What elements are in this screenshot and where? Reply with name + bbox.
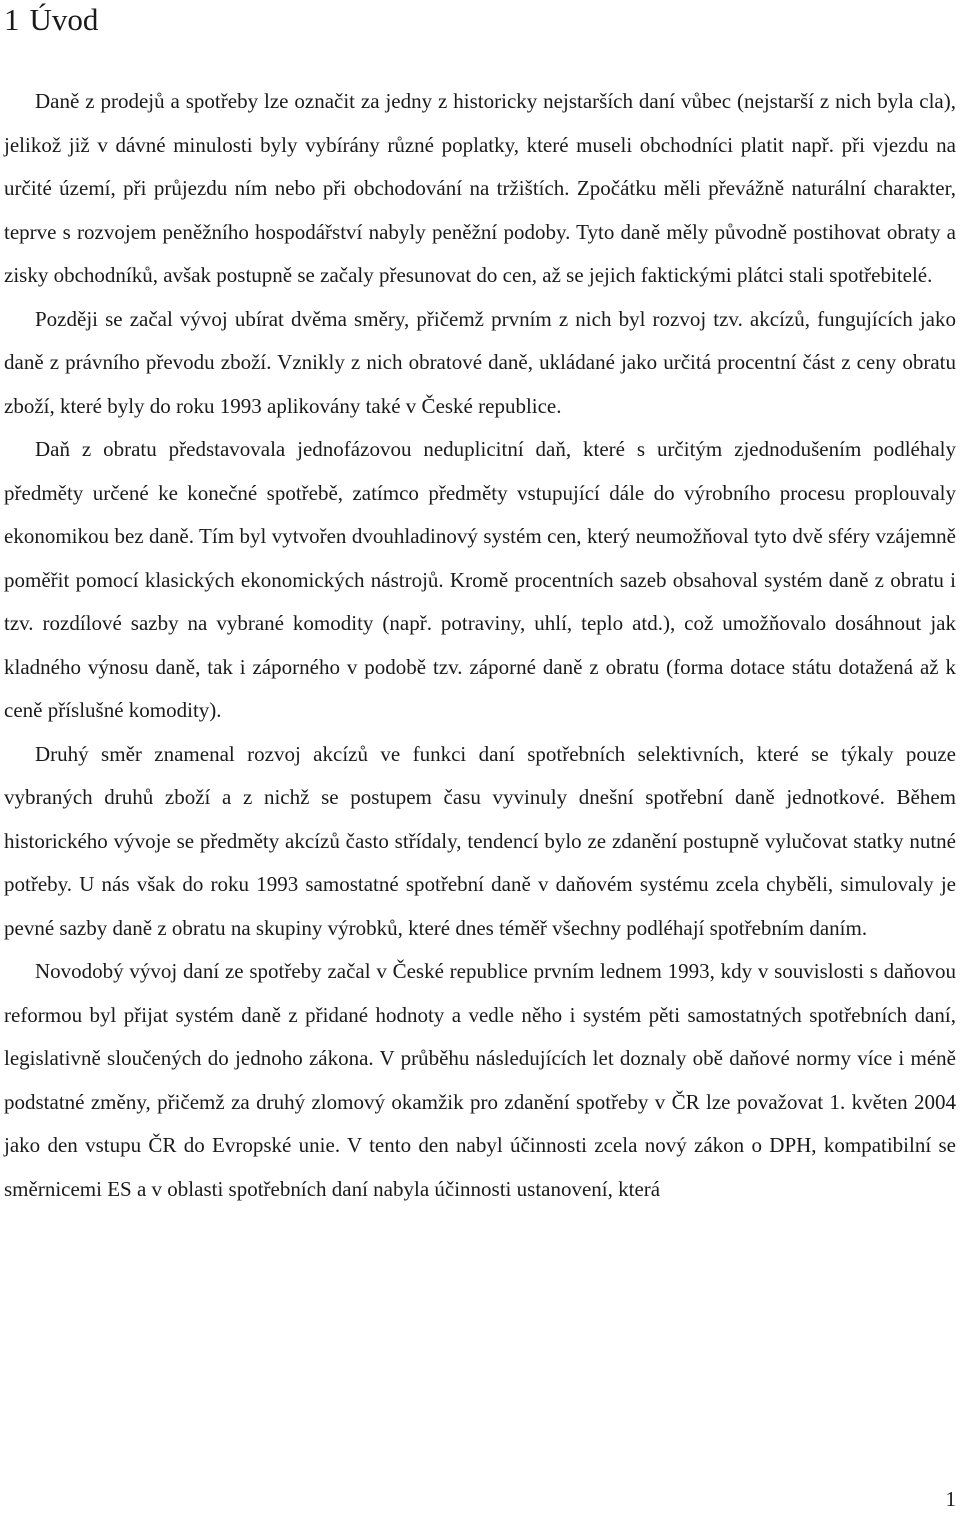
page-number: 1 — [945, 1487, 956, 1511]
chapter-heading — [4, 0, 108, 40]
paragraph: Druhý směr znamenal rozvoj akcízů ve funkci daní spotřebních selektivních, které se týkaly pouze vybraných druhů zboží a z nichž se postupem času vyvinuly dnešní spotřební daně jednotkové. Během historického vývoje se předměty akcízů často střídaly, tendencí bylo ze zdanění postupně vylučovat statky nutné potřeby. U nás však do roku 1993 samostatné spotřební daně v daňovém systému zcela chyběli, simulovaly je pevné sazby daně z obratu na skupiny výrobků, které dnes téměř všechny podléhají spotřebním daním. — [4, 741, 956, 940]
paragraph: Daně z prodejů a spotřeby lze označit za jedny z historicky nejstarších daní vůbec (nejstarší z nich byla cla), jelikož již v dávné minulosti byly vybírány různé poplatky, které museli obchodníci platit např. při vjezdu na určité území, při průjezdu ním nebo při obchodování na tržištích. Zpočátku měli převážně naturální charakter, teprve s rozvojem peněžního hospodářství nabyly peněžní podoby. Tyto daně měly původně postihovat obraty a zisky obchodníků, avšak postupně se začaly přesunovat do cen, až se jejich faktickými plátci stali spotřebitelé. — [4, 89, 956, 287]
body-text — [4, 80, 956, 1211]
chapter-title: Úvod — [29, 2, 99, 37]
paragraph: Novodobý vývoj daní ze spotřeby začal v České republice prvním lednem 1993, kdy v souvislosti s daňovou reformou byl přijat systém daně z přidané hodnoty a vedle něho i systém pěti samostatných spotřebních daní, legislativně sloučených do jednoho zákona. V průběhu následujících let doznaly obě daňové normy více i méně podstatné změny, přičemž za druhý zlomový okamžik pro zdanění spotřeby v ČR lze považovat 1. květen 2004 jako den vstupu ČR do Evropské unie. V tento den nabyl účinnosti zcela nový zákon o DPH, kompatibilní se směrnicemi ES a v oblasti spotřebních daní nabyla účinnosti ustanovení, která — [4, 959, 956, 1201]
paragraph: Později se začal vývoj ubírat dvěma směry, přičemž prvním z nich byl rozvoj tzv. akcízů, fungujících jako daně z právního převodu zboží. Vznikly z nich obratové daně, ukládané jako určitá procentní část z ceny obratu zboží, které byly do roku 1993 aplikovány také v České republice. — [4, 306, 956, 418]
paragraph: Daň z obratu představovala jednofázovou neduplicitní daň, které s určitým zjednodušením podléhaly předměty určené ke konečné spotřebě, zatímco předměty vstupující dále do výrobního procesu proplouvaly ekonomikou bez daně. Tím byl vytvořen dvouhladinový systém cen, který neumožňoval tyto dvě sféry vzájemně poměřit pomocí klasických ekonomických nástrojů. Kromě procentních sazeb obsahoval systém daně z obratu i tzv. rozdílové sazby na vybrané komodity (např. potraviny, uhlí, teplo atd.), což umožňovalo dosáhnout jak kladného výnosu daně, tak i záporného v podobě tzv. záporné daně z obratu (forma dotace státu dotažená až k ceně příslušné komodity). — [4, 437, 956, 722]
chapter-number: 1 — [4, 2, 20, 37]
